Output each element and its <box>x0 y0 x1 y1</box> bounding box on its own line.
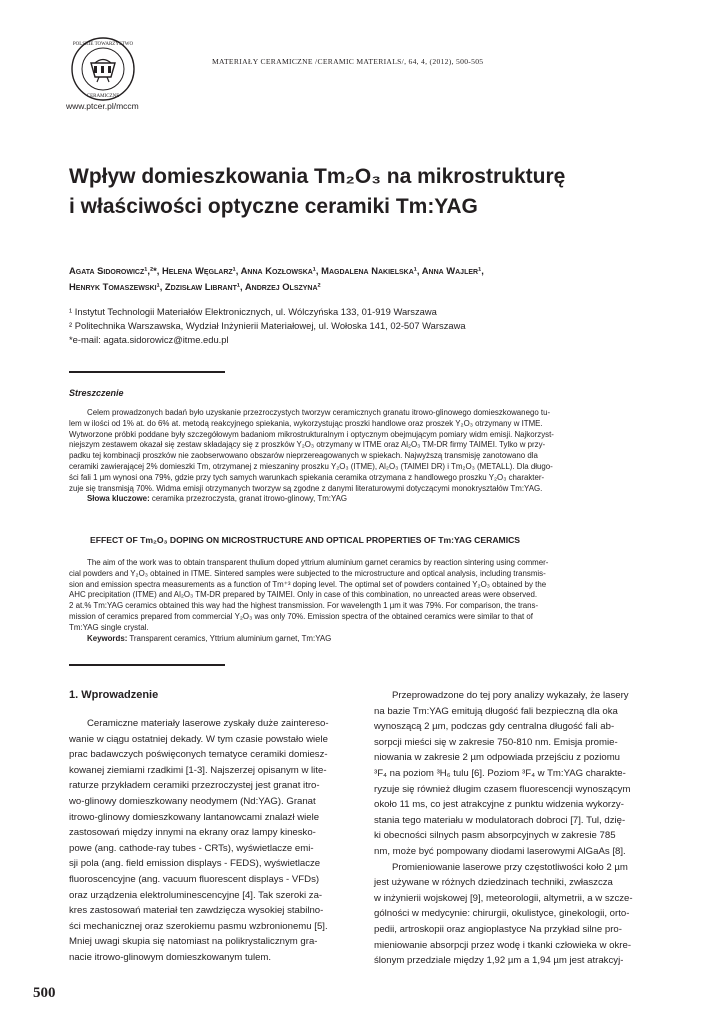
author-line: Agata Sidorowicz¹,²*, Helena Węglarz¹, Anna Kozłowska¹, Magdalena Nakielska¹, Anna Wajler¹, <box>69 265 484 276</box>
keywords-line <box>69 634 548 645</box>
abstract-en <box>69 558 548 644</box>
body-line: Promieniowanie laserowe przy częstotliwości koło 2 µm <box>392 861 628 873</box>
section-heading: 1. Wprowadzenie <box>69 689 159 701</box>
keywords-text: Transparent ceramics, Yttrium aluminium garnet, Tm:YAG <box>129 633 332 643</box>
body-line: itrowo-glinowy domieszkowany lantanowcami znalazł wiele <box>69 811 320 823</box>
email-line[interactable]: *e-mail: agata.sidorowicz@itme.edu.pl <box>69 334 229 345</box>
body-line: około 11 ms, co jest atrakcyjne z punktu widzenia wykorzy- <box>374 799 624 811</box>
body-line: w inżynierii wojskowej [9], meteorologii, altymetrii, a w szcze- <box>374 892 633 904</box>
abstract-line: cial powders and Y₂O₃ obtained in ITME. Sintered samples were subjected to the microstructure and optical analysis, including transmis- <box>69 568 546 578</box>
abstract-line: The aim of the work was to obtain transparent thulium doped yttrium aluminium garnet ceramics by reaction sintering using commer- <box>87 558 549 567</box>
body-column-left <box>69 688 345 966</box>
abstract-line: zuje się transmisją 70%. Widma emisji otrzymanych tworzyw są zgodne z danymi literaturowymi dotyczącymi monokryształów Tm:YAG. <box>69 483 543 493</box>
author-line: Henryk Tomaszewski¹, Zdzisław Librant¹, Andrzej Olszyna² <box>69 281 321 292</box>
abstract-line: 2 at.% Tm:YAG ceramics obtained this way had the highest transmission. For wavelength 1 µm it was 79%. For comparison, the trans- <box>69 601 539 611</box>
body-line: Ceramiczne materiały laserowe zyskały duże zaintereso- <box>87 718 329 729</box>
article-title <box>69 162 565 222</box>
abstract-line: lem w ilości od 1% at. do 6% at. metodą reakcyjnego spiekania, wykorzystując proszki handlowe oraz proszek Y₂O₃ otrzymany w ITME. <box>69 418 543 428</box>
divider-rule <box>69 664 225 666</box>
body-line: ³F₄ na poziom ³H₆ tulu [6]. Poziom ³F₄ w Tm:YAG charakte- <box>374 767 626 779</box>
abstract-line: ceramiki zawierającej 2% domieszki Tm, otrzymanej z mieszaniny proszku Y₂O₃ (ITME), Al₂O₃ (TAIMEI DR) i Tm₂O₃ (METALL). Dla długo- <box>69 461 553 471</box>
body-line: wanie w ciągu ostatniej dekady. W tym czasie powstało wiele <box>69 733 328 745</box>
society-logo <box>70 36 136 102</box>
title-line: Wpływ domieszkowania Tm₂O₃ na mikrostrukturę <box>69 165 566 188</box>
body-line: ści mechanicznej oraz szerokiemu pasmu wzbronionemu [5]. <box>69 920 328 932</box>
body-line: ki obecności silnych pasm absorpcyjnych w zakresie 785 <box>374 830 616 842</box>
abstract-line: padku tej kombinacji proszków nie zaobserwowano obszarów nieprzereagowanych w spiekach. Najwyższą transmisję zanotowano dla <box>69 451 538 461</box>
keywords-line <box>69 494 655 505</box>
abstract-line: Wytworzone próbki poddane były szczegółowym badaniom mikrostrukturalnym i optycznym obejmującym pomiary widm emisji. Najkorzyst- <box>69 429 554 439</box>
keywords-label: Keywords: <box>87 633 128 643</box>
body-line: ryzuje się również długim czasem fluorescencji wynoszącym <box>374 783 631 795</box>
body-line: kres zastosowań materiał ten zawdzięcza wysokiej stabilno- <box>69 905 324 917</box>
author-list <box>69 263 484 295</box>
abstract-heading-pl: Streszczenie <box>69 388 124 398</box>
abstract-line: AHC precipitation (ITME) and Al₂O₃ TM-DR prepared by TAIMEI. Only in case of this combination, no unreacted areas were observed. <box>69 590 538 600</box>
abstract-line: Celem prowadzonych badań było uzyskanie przezroczystych tworzyw ceramicznych granatu itrowo-glinowego domieszkowanego tu- <box>87 408 551 417</box>
body-line: niowania w zakresie 2 µm odpowiada przejściu z poziomu <box>374 752 621 764</box>
svg-text:POLSKIE TOWARZYSTWO: POLSKIE TOWARZYSTWO <box>72 42 134 47</box>
body-line: mieniowanie absorpcji przez wodę i tkanki człowieka w okre- <box>374 939 632 951</box>
body-line: nm, może być pompowany diodami laserowymi AlGaAs [8]. <box>374 845 626 857</box>
body-line: pedii, artroskopii oraz angioplastyce Na przykład silne pro- <box>374 923 622 935</box>
abstract-heading-en: EFFECT OF Tm₂O₃ DOPING ON MICROSTRUCTURE AND OPTICAL PROPERTIES OF Tm:YAG CERAMICS <box>90 535 521 545</box>
abstract-line: niejszym zestawem okazał się zestaw składający się z proszków Y₂O₃ otrzymany w ITME oraz Al₂O₃ TM-DR firmy TAIMEI. Tylko w przy- <box>69 440 546 450</box>
body-line: wynoszącą 2 µm, podczas gdy centralna długość fali ab- <box>374 721 615 733</box>
divider-rule <box>69 371 225 373</box>
body-line: oraz urządzenia elektroluminescencyjne [4]. Tak szeroki za- <box>69 889 323 901</box>
body-line: Mniej uwagi skupia się natomiast na polikrystalicznym gra- <box>69 936 318 948</box>
body-line: ślonym przedziale między 1,92 µm a 1,94 µm jest atrakcyj- <box>374 955 624 967</box>
body-line: powe (ang. cathode-ray tubes - CRTs), wyświetlacze emi- <box>69 842 314 854</box>
body-line: raturze przykładem ceramiki przezroczystej jest granat itro- <box>69 780 320 792</box>
body-line: sorpcji mieści się w zakresie 750-810 nm. Emisja promie- <box>374 736 618 748</box>
body-line: fluoroscencyjne (ang. vacuum fluorescent displays - VFDs) <box>69 873 320 885</box>
page-number: 500 <box>33 985 56 1001</box>
abstract-line: ści fali 1 µm wynosi ona 79%, gdzie przy tych samych warunkach spiekania ceramika otrzymana z handlowego proszku Y₂O₃ charakter- <box>69 472 545 482</box>
body-line: stania tego materiału w modulatorach dobroci [7]. Tul, dzię- <box>374 814 626 826</box>
abstract-line: Tm:YAG single crystal. <box>69 622 149 632</box>
body-line: sji pola (ang. field emission displays - FEDS), wyświetlacze <box>69 858 321 870</box>
abstract-line: sion and emission spectra measurements as a function of Tm⁺³ doping level. The optimal set of powders contained Y₂O₃ obtained by the <box>69 579 547 589</box>
svg-text:CERAMICZNE: CERAMICZNE <box>86 94 120 99</box>
abstract-pl <box>69 408 655 505</box>
affiliations <box>69 305 466 347</box>
body-column-right <box>374 688 650 969</box>
body-line: jest używane w różnych dziedzinach techniki, zwłaszcza <box>374 877 613 889</box>
body-line: prac badawczych poświęconych tematyce ceramiki domiesz- <box>69 749 328 761</box>
body-line: na bazie Tm:YAG emitują długość fali bezpieczną dla oka <box>374 705 618 717</box>
journal-header: MATERIAŁY CERAMICZNE /CERAMIC MATERIALS/, 64, 4, (2012), 500-505 <box>212 57 484 66</box>
title-line: i właściwości optyczne ceramiki Tm:YAG <box>69 195 478 218</box>
abstract-line: mission of ceramics prepared from commercial Y₂O₃ was only 70%. Emission spectra of the obtained ceramics were similar to that of <box>69 611 533 621</box>
body-line: Przeprowadzone do tej pory analizy wykazały, że lasery <box>392 690 629 701</box>
society-url[interactable]: www.ptcer.pl/mccm <box>66 101 139 111</box>
body-line: nacie itrowo-glinowym domieszkowanym tulem. <box>69 951 272 963</box>
affiliation-line: ² Politechnika Warszawska, Wydział Inżynierii Materiałowej, ul. Wołoska 141, 02-507 Warszawa <box>69 320 466 331</box>
body-line: zastosowań między innymi na ekrany oraz lampy kinesko- <box>69 827 316 839</box>
body-line: wo-glinowy domieszkowany neodymem (Nd:YAG). Granat <box>69 795 316 807</box>
affiliation-line: ¹ Instytut Technologii Materiałów Elektronicznych, ul. Wólczyńska 133, 01-919 Warszawa <box>69 306 437 317</box>
body-line: gólności w medycynie: chirurgii, okulistyce, ginekologii, orto- <box>374 908 630 920</box>
keywords-label: Słowa kluczowe: <box>87 494 150 504</box>
body-line: kowanej ziemiami rzadkimi [1-3]. Najszerzej opisanym w lite- <box>69 764 327 776</box>
keywords-text: ceramika przezroczysta, granat itrowo-glinowy, Tm:YAG <box>151 494 348 504</box>
